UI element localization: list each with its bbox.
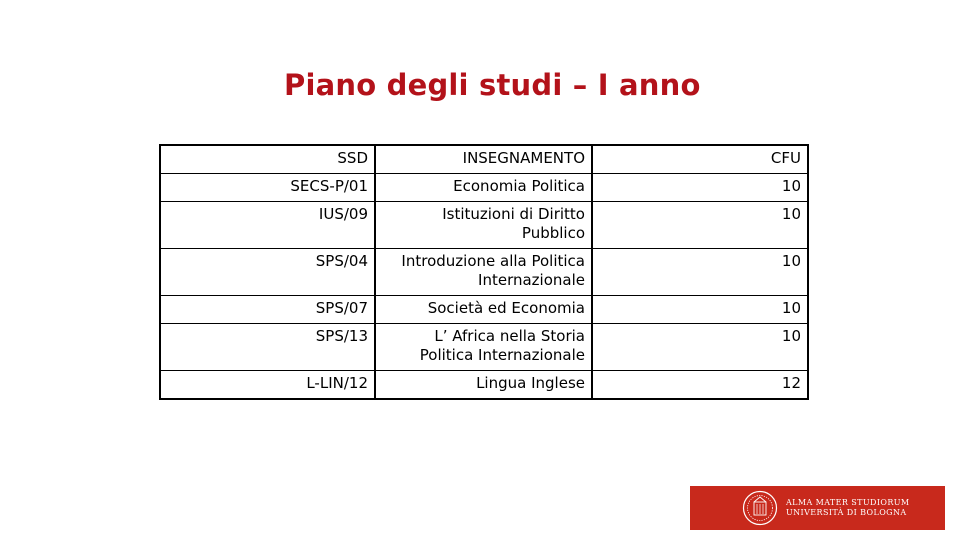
cell-insegnamento: Introduzione alla Politica Internazionale <box>375 249 592 296</box>
table-row <box>160 202 808 249</box>
university-logo <box>690 486 945 530</box>
cell-insegnamento: Istituzioni di Diritto Pubblico <box>375 202 592 249</box>
table-row <box>160 174 808 202</box>
cell-insegnamento: L’ Africa nella Storia Politica Internazionale <box>375 324 592 371</box>
table-header-row <box>160 145 808 174</box>
cell-ssd: L-LIN/12 <box>160 371 375 400</box>
cell-cfu: 10 <box>592 324 808 371</box>
cell-cfu: 10 <box>592 296 808 324</box>
cell-ssd: IUS/09 <box>160 202 375 249</box>
cell-cfu: 12 <box>592 371 808 400</box>
study-plan-table <box>159 144 809 400</box>
cell-insegnamento: Economia Politica <box>375 174 592 202</box>
cell-ssd: SPS/04 <box>160 249 375 296</box>
header-cfu: CFU <box>592 145 808 174</box>
header-insegnamento: INSEGNAMENTO <box>375 145 592 174</box>
cell-cfu: 10 <box>592 202 808 249</box>
logo-line-1: ALMA MATER STUDIORUM <box>786 498 910 507</box>
header-ssd: SSD <box>160 145 375 174</box>
university-seal-icon <box>742 490 778 526</box>
cell-insegnamento: Lingua Inglese <box>375 371 592 400</box>
cell-cfu: 10 <box>592 249 808 296</box>
logo-line-2: UNIVERSITÀ DI BOLOGNA <box>786 508 907 517</box>
cell-ssd: SECS-P/01 <box>160 174 375 202</box>
page-title: Piano degli studi – I anno <box>284 68 701 102</box>
table-row <box>160 324 808 371</box>
cell-cfu: 10 <box>592 174 808 202</box>
cell-ssd: SPS/07 <box>160 296 375 324</box>
table-row <box>160 296 808 324</box>
table-row <box>160 371 808 400</box>
university-name <box>786 498 910 518</box>
cell-insegnamento: Società ed Economia <box>375 296 592 324</box>
cell-ssd: SPS/13 <box>160 324 375 371</box>
table-row <box>160 249 808 296</box>
